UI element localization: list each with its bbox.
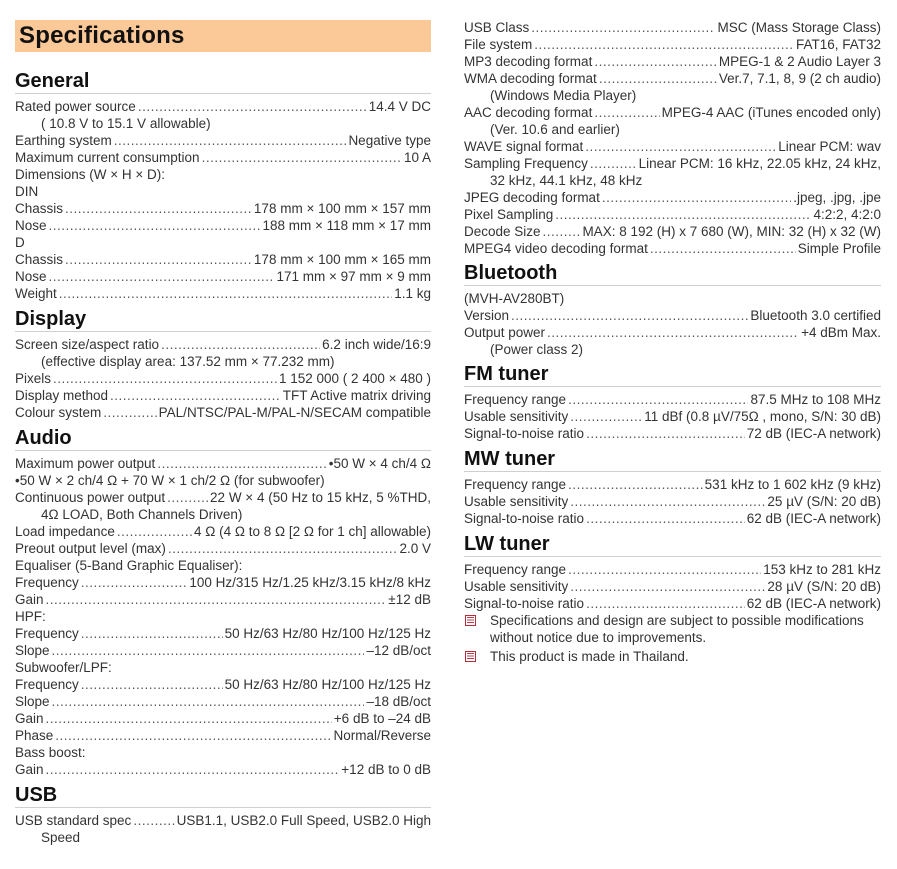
spec-label: Signal-to-noise ratio bbox=[464, 426, 585, 441]
spec-label: Weight bbox=[15, 286, 57, 301]
spec-label: Usable sensitivity bbox=[464, 494, 569, 509]
spec-value: +4 dBm Max. bbox=[801, 325, 881, 340]
spec-subheading: D bbox=[15, 235, 25, 250]
spec-label: Signal-to-noise ratio bbox=[464, 596, 585, 611]
spec-value: 28 µV (S/N: 20 dB) bbox=[767, 579, 881, 594]
spec-value: .jpeg, .jpg, .jpe bbox=[793, 190, 881, 205]
spec-row bbox=[15, 489, 431, 506]
spec-value: 14.4 V DC bbox=[368, 99, 431, 114]
spec-label: Earthing system bbox=[15, 133, 112, 148]
spec-label: Chassis bbox=[15, 252, 64, 267]
note-item bbox=[464, 612, 881, 646]
section-heading-audio: Audio bbox=[15, 427, 431, 451]
spec-row bbox=[15, 285, 431, 302]
spec-row bbox=[15, 591, 431, 608]
spec-label: Pixels bbox=[15, 371, 52, 386]
spec-row bbox=[15, 812, 431, 829]
spec-value: 72 dB (IEC-A network) bbox=[746, 426, 881, 441]
spec-label: Gain bbox=[15, 762, 44, 777]
spec-label: Gain bbox=[15, 711, 44, 726]
spec-subheading: Bass boost: bbox=[15, 745, 86, 760]
spec-value: Bluetooth 3.0 certified bbox=[750, 308, 881, 323]
spec-row bbox=[464, 189, 881, 206]
spec-row bbox=[464, 223, 881, 240]
section-heading-mw-tuner: MW tuner bbox=[464, 448, 881, 472]
right-column bbox=[464, 0, 881, 665]
page-title: Specifications bbox=[19, 22, 185, 49]
spec-row bbox=[15, 625, 431, 642]
spec-label: Usable sensitivity bbox=[464, 409, 569, 424]
spec-label: Frequency range bbox=[464, 562, 567, 577]
spec-row bbox=[464, 307, 881, 324]
spec-note: (MVH-AV280BT) bbox=[464, 291, 565, 306]
note-text: Specifications and design are subject to possible modifications without notice due to improvements. bbox=[490, 613, 864, 645]
spec-row bbox=[464, 425, 881, 442]
spec-row bbox=[15, 642, 431, 659]
spec-row bbox=[464, 138, 881, 155]
spec-value: 153 kHz to 281 kHz bbox=[763, 562, 881, 577]
spec-row bbox=[15, 217, 431, 234]
spec-row bbox=[15, 98, 431, 115]
note-bullet-icon bbox=[465, 615, 476, 626]
spec-label: Gain bbox=[15, 592, 44, 607]
spec-row bbox=[464, 561, 881, 578]
spec-row bbox=[464, 391, 881, 408]
spec-value: Negative type bbox=[348, 133, 431, 148]
spec-note: 4Ω LOAD, Both Channels Driven) bbox=[41, 507, 243, 522]
spec-row bbox=[15, 336, 431, 353]
spec-value: Ver.7, 7.1, 8, 9 (2 ch audio) bbox=[718, 71, 881, 86]
spec-label: Signal-to-noise ratio bbox=[464, 511, 585, 526]
spec-value: –12 dB/oct bbox=[366, 643, 431, 658]
left-column bbox=[15, 0, 431, 846]
page-title-bar bbox=[15, 20, 431, 52]
spec-value: 50 Hz/63 Hz/80 Hz/100 Hz/125 Hz bbox=[224, 626, 431, 641]
spec-value: +6 dB to –24 dB bbox=[333, 711, 431, 726]
spec-value: 100 Hz/315 Hz/1.25 kHz/3.15 kHz/8 kHz bbox=[189, 575, 431, 590]
spec-row bbox=[15, 149, 431, 166]
spec-label: Decode Size bbox=[464, 224, 541, 239]
section-heading-lw-tuner: LW tuner bbox=[464, 533, 881, 557]
spec-row bbox=[15, 200, 431, 217]
spec-label: USB Class bbox=[464, 20, 530, 35]
spec-value: MSC (Mass Storage Class) bbox=[717, 20, 881, 35]
spec-row bbox=[15, 693, 431, 710]
spec-label: WAVE signal format bbox=[464, 139, 584, 154]
spec-row bbox=[15, 132, 431, 149]
spec-label: Usable sensitivity bbox=[464, 579, 569, 594]
spec-label: Colour system bbox=[15, 405, 102, 420]
spec-subheading: HPF: bbox=[15, 609, 46, 624]
spec-row bbox=[464, 104, 881, 121]
spec-value: 178 mm × 100 mm × 157 mm bbox=[253, 201, 431, 216]
spec-row bbox=[464, 493, 881, 510]
spec-value: 87.5 MHz to 108 MHz bbox=[750, 392, 881, 407]
spec-subheading: Dimensions (W × H × D): bbox=[15, 167, 166, 182]
spec-row bbox=[15, 540, 431, 557]
spec-value: 25 µV (S/N: 20 dB) bbox=[767, 494, 881, 509]
spec-label: Slope bbox=[15, 643, 50, 658]
spec-value: USB1.1, USB2.0 Full Speed, USB2.0 High bbox=[176, 813, 431, 828]
spec-row bbox=[464, 510, 881, 527]
spec-label: Frequency bbox=[15, 626, 79, 641]
section-heading-usb: USB bbox=[15, 784, 431, 808]
spec-value: Linear PCM: wav bbox=[778, 139, 881, 154]
spec-row bbox=[15, 727, 431, 744]
spec-label: AAC decoding format bbox=[464, 105, 593, 120]
spec-value: +12 dB to 0 dB bbox=[341, 762, 431, 777]
spec-note: (Windows Media Player) bbox=[490, 88, 637, 103]
spec-label: USB standard spec bbox=[15, 813, 132, 828]
spec-subheading: DIN bbox=[15, 184, 39, 199]
spec-row bbox=[464, 36, 881, 53]
spec-label: Frequency bbox=[15, 677, 79, 692]
spec-value: MPEG-4 AAC (iTunes encoded only) bbox=[661, 105, 881, 120]
spec-row bbox=[464, 324, 881, 341]
spec-row bbox=[464, 155, 881, 172]
spec-label: Frequency bbox=[15, 575, 79, 590]
spec-value: 50 Hz/63 Hz/80 Hz/100 Hz/125 Hz bbox=[224, 677, 431, 692]
spec-row bbox=[464, 578, 881, 595]
spec-value: TFT Active matrix driving bbox=[282, 388, 431, 403]
spec-value: 10 A bbox=[403, 150, 431, 165]
spec-value: 2.0 V bbox=[399, 541, 431, 556]
spec-value: 22 W × 4 (50 Hz to 15 kHz, 5 %THD, bbox=[210, 490, 431, 505]
spec-label: Pixel Sampling bbox=[464, 207, 554, 222]
spec-label: MPEG4 video decoding format bbox=[464, 241, 648, 256]
section-heading-bluetooth: Bluetooth bbox=[464, 262, 881, 286]
spec-row bbox=[464, 240, 881, 257]
spec-row bbox=[464, 19, 881, 36]
spec-label: Slope bbox=[15, 694, 50, 709]
spec-label: Output power bbox=[464, 325, 546, 340]
spec-row bbox=[15, 404, 431, 421]
spec-value: FAT16, FAT32 bbox=[795, 37, 881, 52]
spec-label: Phase bbox=[15, 728, 54, 743]
spec-label: Display method bbox=[15, 388, 109, 403]
spec-row bbox=[15, 523, 431, 540]
spec-value: 6.2 inch wide/16:9 bbox=[322, 337, 431, 352]
spec-label: Version bbox=[464, 308, 510, 323]
spec-value: 11 dBf (0.8 µV/75Ω , mono, S/N: 30 dB) bbox=[644, 409, 881, 424]
spec-row bbox=[15, 676, 431, 693]
spec-value: •50 W × 4 ch/4 Ω bbox=[328, 456, 431, 471]
spec-note: Speed bbox=[41, 830, 81, 845]
spec-value: 62 dB (IEC-A network) bbox=[746, 511, 881, 526]
spec-value: Simple Profile bbox=[797, 241, 881, 256]
spec-note: •50 W × 2 ch/4 Ω + 70 W × 1 ch/2 Ω (for subwoofer) bbox=[15, 473, 325, 488]
spec-label: Preout output level (max) bbox=[15, 541, 166, 556]
spec-label: Maximum current consumption bbox=[15, 150, 200, 165]
spec-label: Frequency range bbox=[464, 477, 567, 492]
spec-value: 531 kHz to 1 602 kHz (9 kHz) bbox=[704, 477, 881, 492]
spec-label: Load impedance bbox=[15, 524, 115, 539]
spec-row bbox=[464, 70, 881, 87]
spec-row bbox=[464, 53, 881, 70]
spec-row bbox=[15, 455, 431, 472]
spec-row bbox=[464, 408, 881, 425]
spec-row bbox=[15, 370, 431, 387]
spec-value: 4:2:2, 4:2:0 bbox=[813, 207, 881, 222]
spec-row bbox=[464, 476, 881, 493]
spec-note: (Ver. 10.6 and earlier) bbox=[490, 122, 620, 137]
spec-note: (effective display area: 137.52 mm × 77.232 mm) bbox=[41, 354, 335, 369]
section-heading-display: Display bbox=[15, 308, 431, 332]
spec-label: Nose bbox=[15, 218, 47, 233]
spec-value: Linear PCM: 16 kHz, 22.05 kHz, 24 kHz, bbox=[638, 156, 881, 171]
spec-note: 32 kHz, 44.1 kHz, 48 kHz bbox=[490, 173, 643, 188]
spec-label: Maximum power output bbox=[15, 456, 156, 471]
spec-label: Sampling Frequency bbox=[464, 156, 588, 171]
spec-value: 1.1 kg bbox=[394, 286, 431, 301]
spec-subheading: Subwoofer/LPF: bbox=[15, 660, 112, 675]
spec-value: 4 Ω (4 Ω to 8 Ω [2 Ω for 1 ch] allowable) bbox=[194, 524, 431, 539]
note-text: This product is made in Thailand. bbox=[490, 649, 689, 664]
spec-row bbox=[15, 574, 431, 591]
spec-row bbox=[15, 710, 431, 727]
spec-subheading: Equaliser (5-Band Graphic Equaliser): bbox=[15, 558, 243, 573]
spec-label: Rated power source bbox=[15, 99, 136, 114]
spec-label: MP3 decoding format bbox=[464, 54, 593, 69]
spec-value: –18 dB/oct bbox=[366, 694, 431, 709]
spec-row bbox=[15, 251, 431, 268]
spec-label: WMA decoding format bbox=[464, 71, 597, 86]
spec-note: (Power class 2) bbox=[490, 342, 584, 357]
spec-label: JPEG decoding format bbox=[464, 190, 600, 205]
spec-value: MPEG-1 & 2 Audio Layer 3 bbox=[718, 54, 881, 69]
spec-row bbox=[464, 595, 881, 612]
spec-value: 171 mm × 97 mm × 9 mm bbox=[276, 269, 431, 284]
spec-value: MAX: 8 192 (H) x 7 680 (W), MIN: 32 (H) x 32 (W) bbox=[582, 224, 881, 239]
spec-label: Nose bbox=[15, 269, 47, 284]
spec-row bbox=[464, 206, 881, 223]
section-heading-general: General bbox=[15, 70, 431, 94]
spec-row bbox=[15, 761, 431, 778]
spec-value: ±12 dB bbox=[388, 592, 431, 607]
spec-value: 62 dB (IEC-A network) bbox=[746, 596, 881, 611]
note-item bbox=[464, 648, 881, 665]
section-heading-fm-tuner: FM tuner bbox=[464, 363, 881, 387]
spec-value: Normal/Reverse bbox=[333, 728, 431, 743]
note-bullet-icon bbox=[465, 651, 476, 662]
spec-note: ( 10.8 V to 15.1 V allowable) bbox=[41, 116, 211, 131]
spec-row bbox=[15, 387, 431, 404]
spec-value: 178 mm × 100 mm × 165 mm bbox=[253, 252, 431, 267]
spec-value: 188 mm × 118 mm × 17 mm bbox=[262, 218, 431, 233]
spec-label: File system bbox=[464, 37, 533, 52]
spec-label: Continuous power output bbox=[15, 490, 166, 505]
spec-label: Frequency range bbox=[464, 392, 567, 407]
spec-label: Chassis bbox=[15, 201, 64, 216]
spec-value: 1 152 000 ( 2 400 × 480 ) bbox=[279, 371, 431, 386]
spec-value: PAL/NTSC/PAL-M/PAL-N/SECAM compatible bbox=[158, 405, 431, 420]
spec-label: Screen size/aspect ratio bbox=[15, 337, 160, 352]
spec-row bbox=[15, 268, 431, 285]
